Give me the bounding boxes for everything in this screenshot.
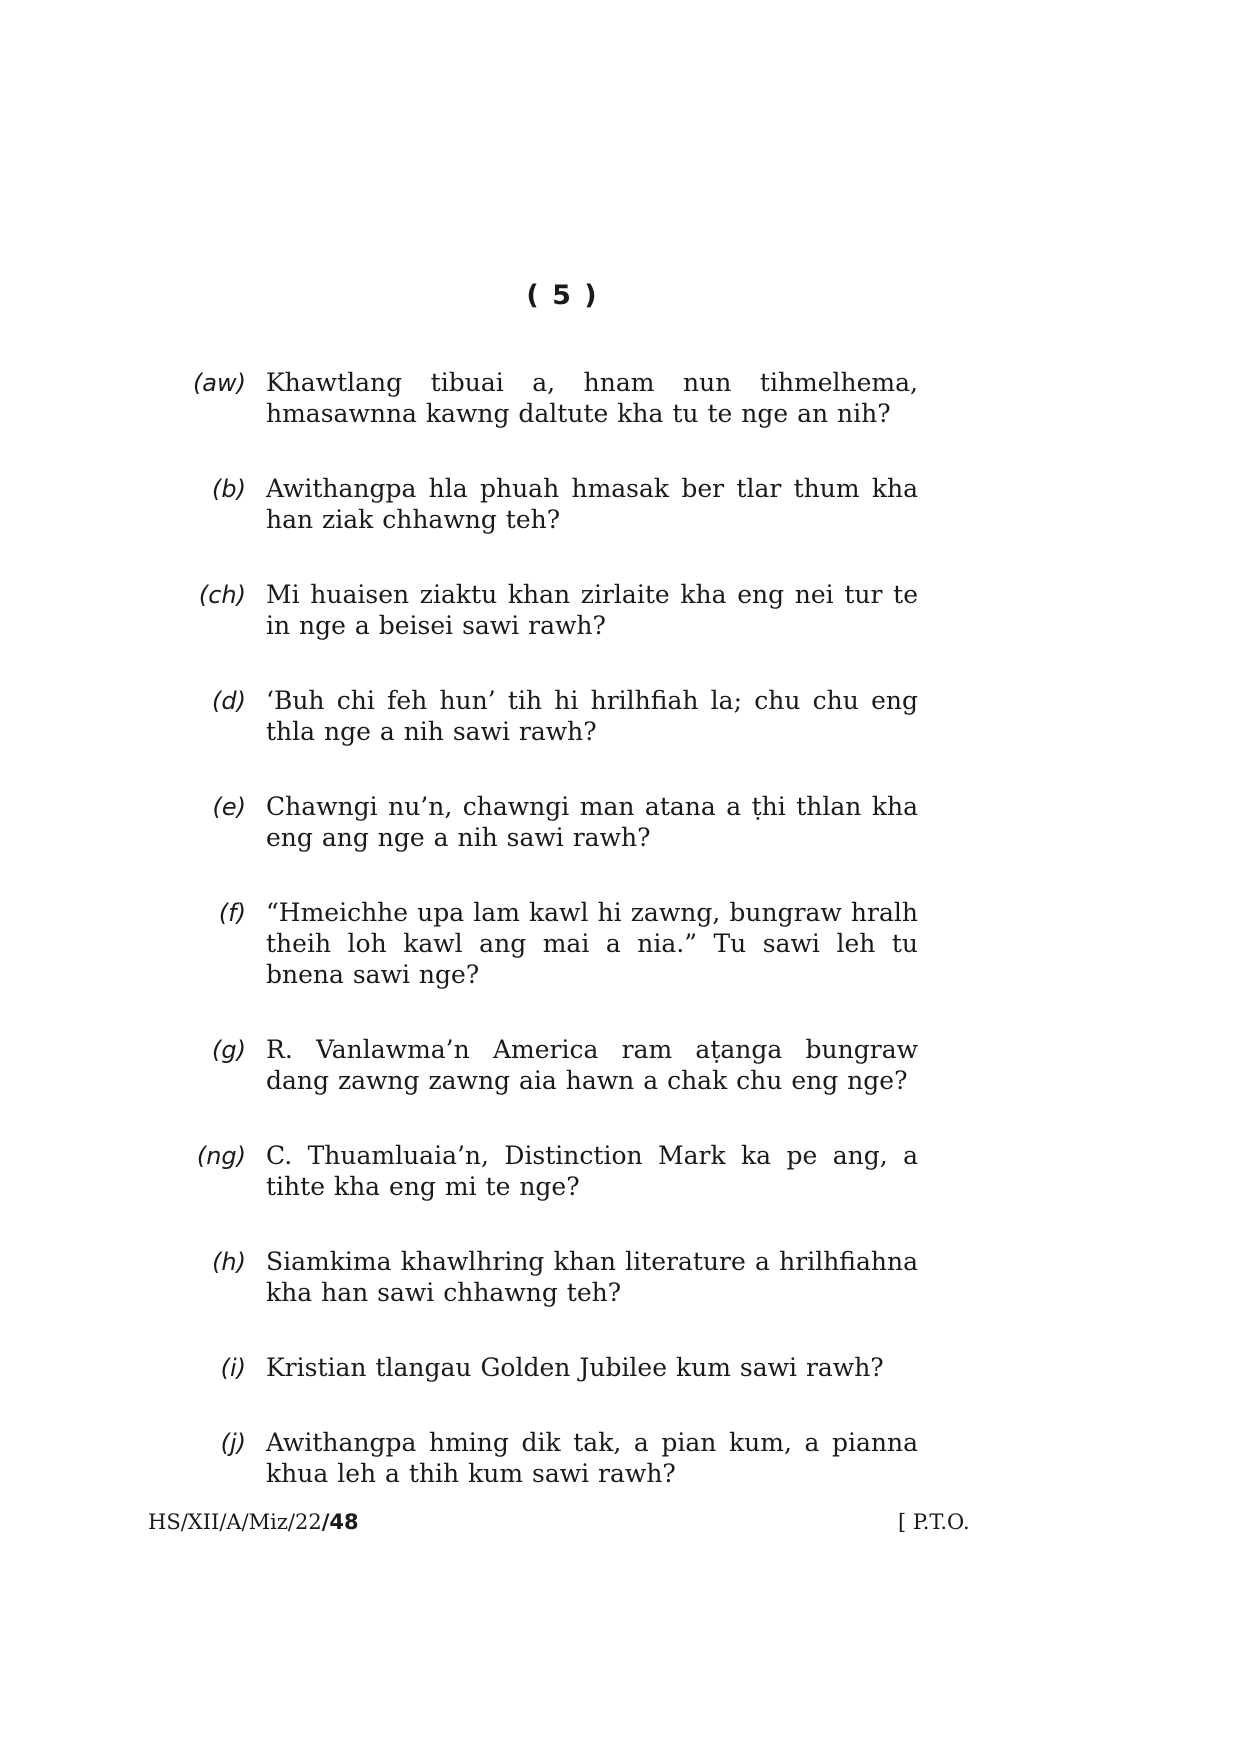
question-text: Siamkima khawlhring khan literature a hrilhfiahna kha han sawi chhawng teh? [266, 1247, 918, 1307]
question-label: (d) [212, 687, 246, 715]
question-text: Mi huaisen ziaktu khan zirlaite kha eng nei tur te in nge a beisei sawi rawh? [266, 580, 918, 640]
question-item [0, 473, 1241, 535]
question-label: (i) [220, 1354, 246, 1382]
question-text: Awithangpa hla phuah hmasak ber tlar thum kha han ziak chhawng teh? [266, 474, 918, 534]
question-item [0, 1034, 1241, 1096]
question-label: (e) [212, 793, 246, 821]
question-text: R. Vanlawma’n America ram aṭanga bungraw dang zawng zawng aia hawn a chak chu eng nge? [266, 1035, 918, 1095]
question-item [0, 897, 1241, 990]
question-label: (j) [220, 1429, 246, 1457]
question-text: C. Thuamluaia’n, Distinction Mark ka pe ang, a tihte kha eng mi te nge? [266, 1141, 918, 1201]
paper-code-prefix: HS/XII/A/Miz/22 [148, 1510, 322, 1534]
question-text: ‘Buh chi feh hun’ tih hi hrilhfiah la; chu chu eng thla nge a nih sawi rawh? [266, 686, 918, 746]
question-item [0, 1246, 1241, 1308]
question-label: (aw) [192, 369, 246, 397]
question-text: Chawngi nu’n, chawngi man atana a ṭhi thlan kha eng ang nge a nih sawi rawh? [266, 792, 918, 852]
question-item [0, 579, 1241, 641]
question-label: (f) [218, 899, 246, 927]
question-text: Kristian tlangau Golden Jubilee kum sawi rawh? [266, 1353, 884, 1382]
please-turn-over: [ P.T.O. [898, 1510, 970, 1534]
question-item [0, 1352, 1241, 1383]
question-item [0, 1427, 1241, 1489]
question-text: Awithangpa hming dik tak, a pian kum, a pianna khua leh a thih kum sawi rawh? [266, 1428, 918, 1488]
paper-code-suffix: /48 [321, 1510, 359, 1534]
question-item [0, 685, 1241, 747]
question-label: (h) [212, 1248, 246, 1276]
question-item [0, 791, 1241, 853]
question-label: (g) [212, 1036, 246, 1064]
question-text: Khawtlang tibuai a, hnam nun tihmelhema, hmasawnna kawng daltute kha tu te nge an nih? [266, 368, 918, 428]
question-label: (ch) [198, 581, 246, 609]
page-number: ( 5 ) [526, 280, 599, 311]
paper-code [148, 1510, 359, 1534]
question-item [0, 367, 1241, 429]
question-text: “Hmeichhe upa lam kawl hi zawng, bungraw hralh theih loh kawl ang mai a nia.” Tu sawi leh tu bnena sawi nge? [266, 898, 918, 989]
question-list [0, 367, 1241, 1533]
question-label: (ng) [196, 1142, 246, 1170]
question-item [0, 1140, 1241, 1202]
question-label: (b) [212, 475, 246, 503]
